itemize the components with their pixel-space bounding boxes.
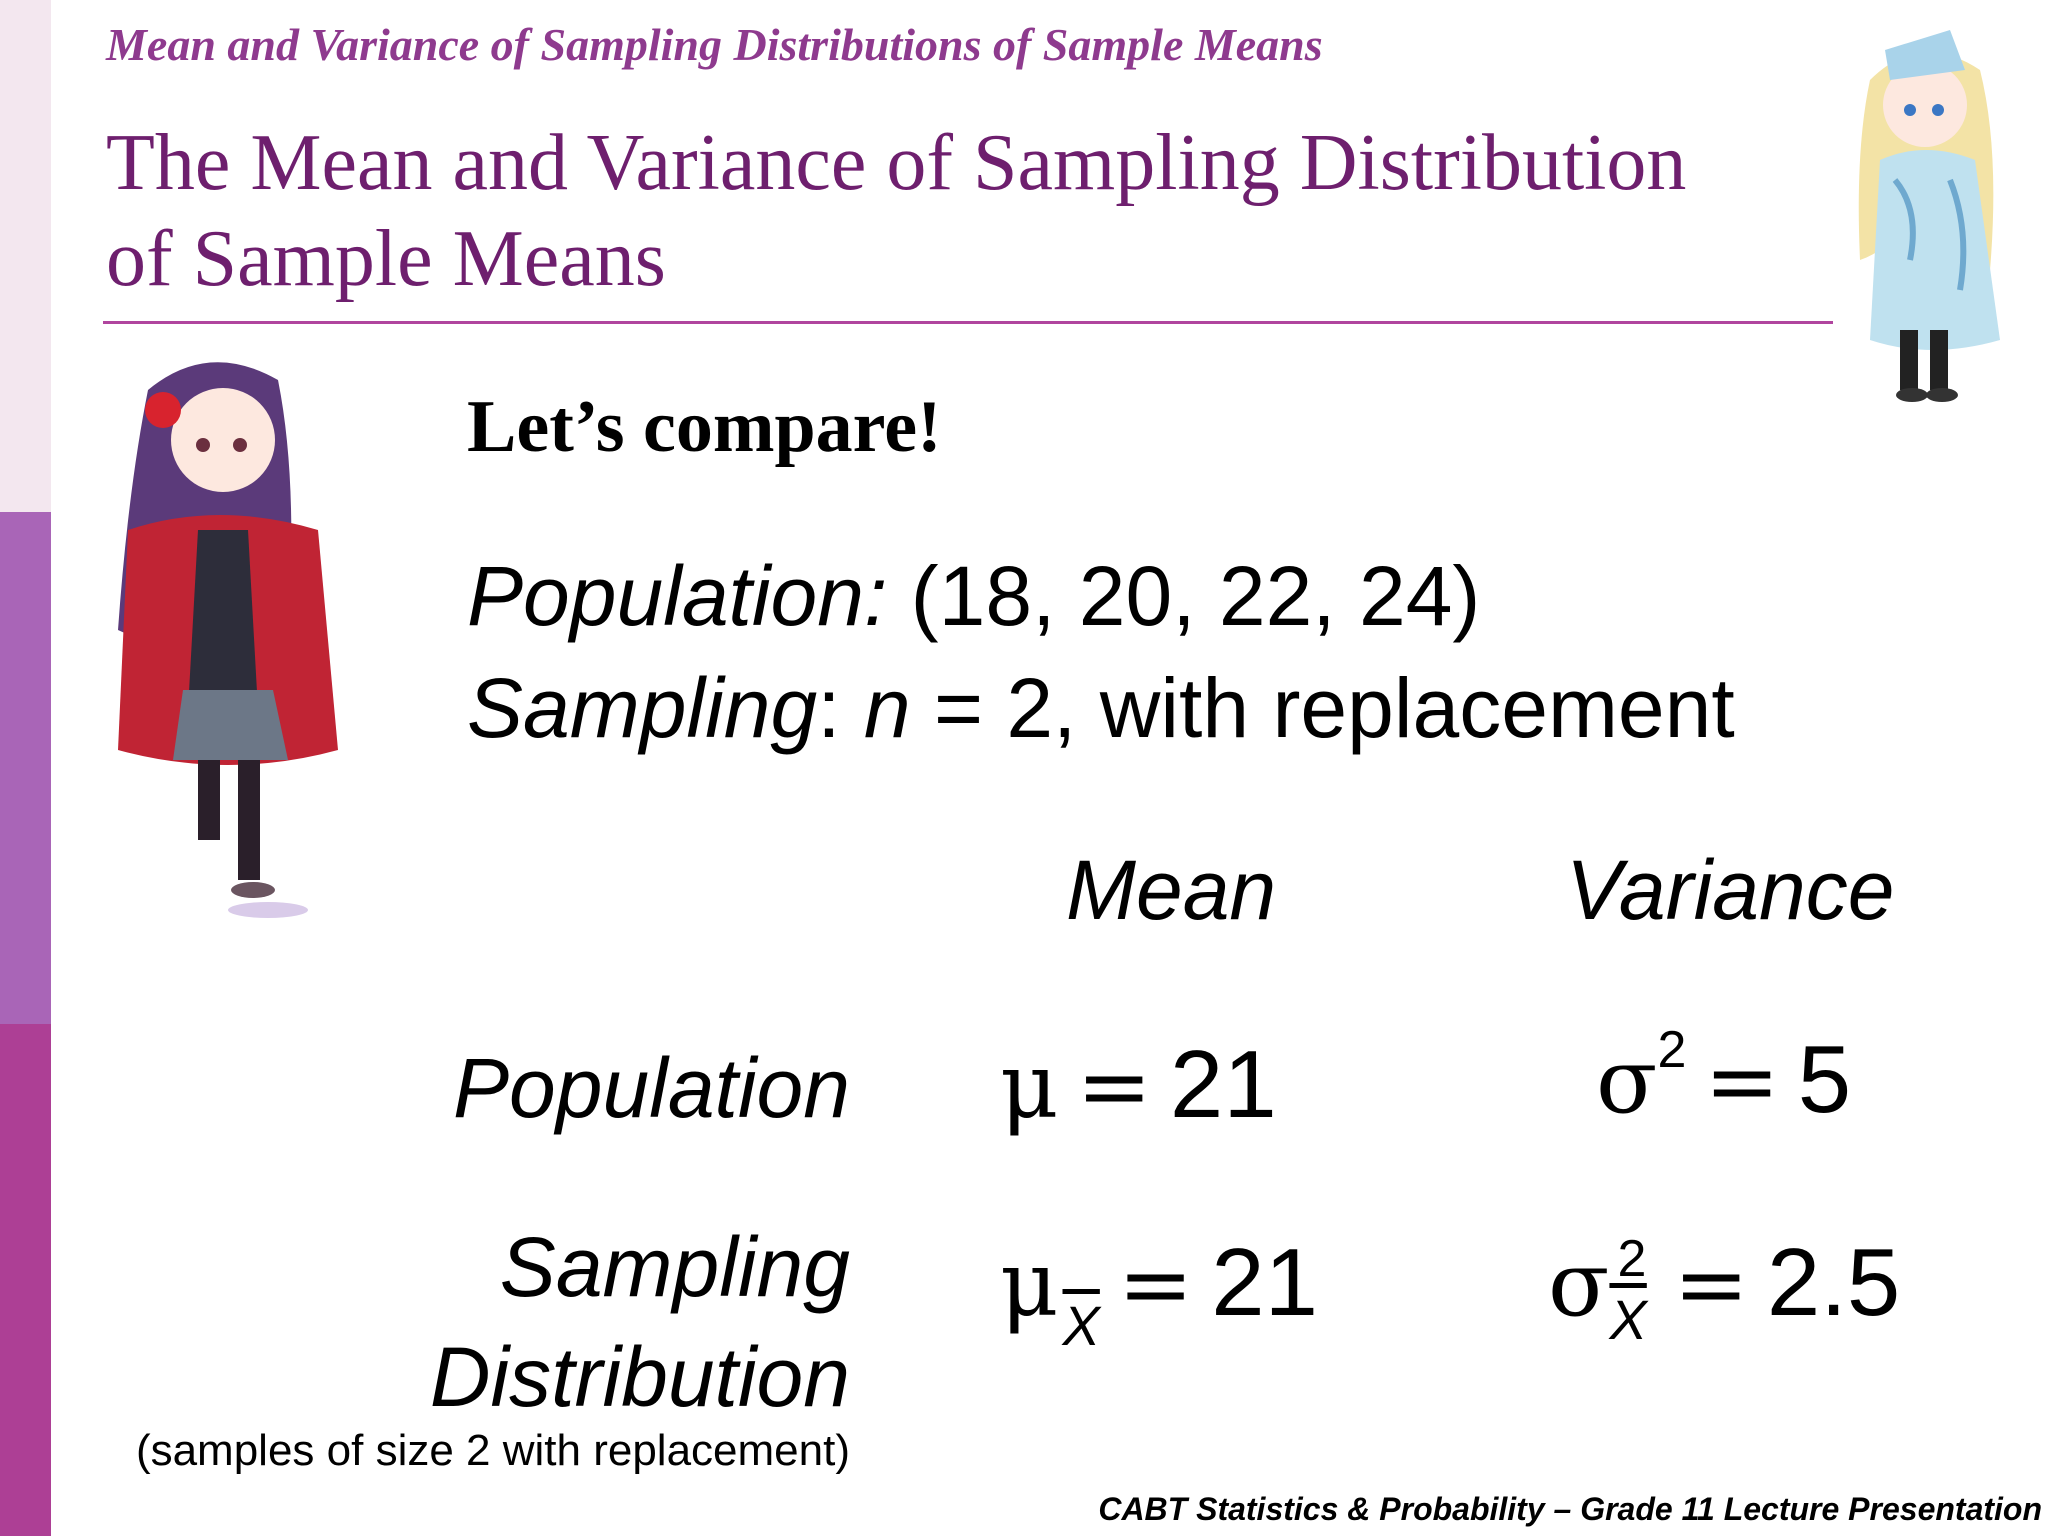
row-label-sampling-note: (samples of size 2 with replacement) (135, 1426, 850, 1475)
column-header-mean: Mean (1066, 843, 1277, 937)
anime-girl-illustration-right (1800, 10, 2048, 410)
row-label-population: Population (453, 1041, 850, 1135)
sampling-variance-formula (1548, 1228, 1901, 1351)
sampling-line (467, 660, 1735, 757)
sampling-colon: : (817, 661, 864, 755)
mu-symbol: μ (1000, 1232, 1059, 1337)
population-mean-value: 21 (1169, 1031, 1277, 1138)
x-bar-subscript: $\overline{X}$ (1062, 1294, 1100, 1357)
compare-heading: Let’s compare! (467, 386, 942, 468)
sampling-mean-formula (1000, 1228, 1318, 1358)
squared-exponent: 2 (1657, 1021, 1687, 1079)
slide-title-line-2: of Sample Means (106, 215, 666, 303)
population-mean-formula (1000, 1030, 1277, 1140)
sampling-n: n (863, 661, 911, 755)
sigma-symbol: σ (1596, 1029, 1658, 1134)
population-variance-value: 5 (1797, 1026, 1852, 1133)
sigma-subscript-group (1609, 1230, 1655, 1351)
sigma-symbol: σ (1548, 1232, 1610, 1337)
population-label: Population: (467, 549, 888, 643)
row-label-sampling: Sampling (499, 1220, 850, 1314)
equals-sign: = (1673, 1232, 1749, 1337)
footer-credit: CABT Statistics & Probability – Grade 11 Lecture Presentation (1098, 1491, 2042, 1527)
sampling-variance-value: 2.5 (1766, 1229, 1901, 1336)
side-strip-mid (0, 512, 51, 1024)
slide-subtitle: Mean and Variance of Sampling Distributions of Sample Means (106, 19, 1323, 70)
equals-sign: = (1117, 1232, 1194, 1337)
title-divider (103, 321, 1833, 324)
slide-title-line-1: The Mean and Variance of Sampling Distribution (106, 119, 1687, 207)
equals-sign: = (1704, 1029, 1780, 1134)
population-values: (18, 20, 22, 24) (910, 549, 1481, 643)
row-label-sampling-distribution (430, 1212, 850, 1432)
column-header-variance: Variance (1566, 843, 1895, 937)
squared-exponent: 2 (1617, 1230, 1647, 1288)
sampling-rest: = 2, with replacement (910, 661, 1735, 755)
row-label-distribution: Distribution (429, 1330, 850, 1424)
equals-sign: = (1076, 1034, 1152, 1139)
x-bar-subscript: X (1609, 1288, 1647, 1351)
side-strip-light (0, 0, 51, 512)
mu-symbol: μ (1000, 1034, 1059, 1139)
population-line (467, 548, 1480, 645)
sampling-mean-value: 21 (1211, 1229, 1319, 1336)
population-variance-formula (1596, 1020, 1851, 1135)
side-strip-dark (0, 1024, 51, 1536)
sampling-label: Sampling (467, 661, 818, 755)
anime-girl-illustration-left (88, 330, 408, 930)
slide-title (106, 115, 1766, 307)
